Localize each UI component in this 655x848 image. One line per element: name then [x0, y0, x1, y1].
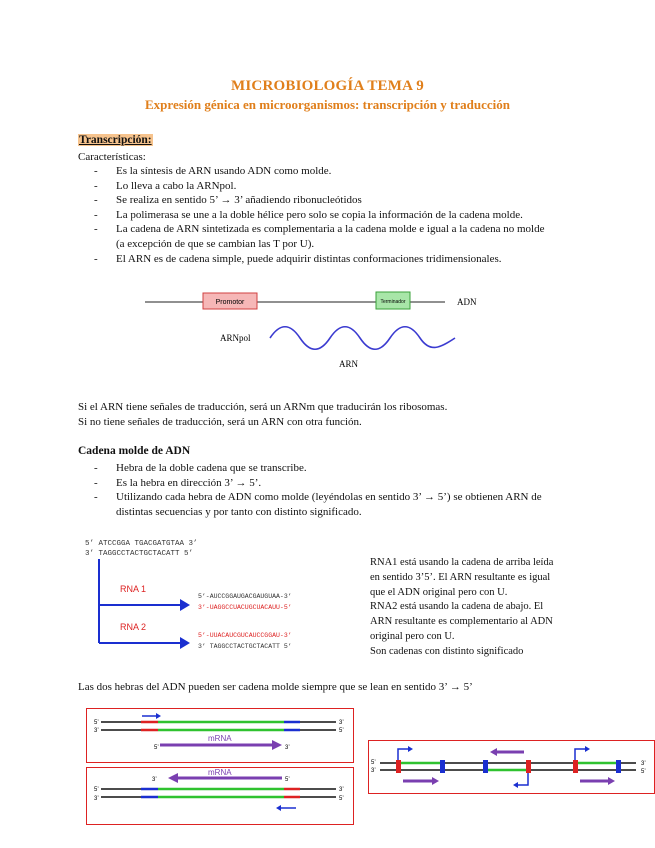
- dna-label: ADN: [457, 297, 477, 307]
- transcription-bullet-list: [92, 164, 592, 266]
- rna2-label: RNA 2: [120, 622, 147, 632]
- template-bullet-list: [92, 461, 602, 519]
- sequence-figure: [80, 535, 365, 665]
- promoter-label: Promotor: [215, 299, 245, 306]
- document-title: MICROBIOLOGÍA TEMA 9: [231, 78, 424, 94]
- d3-five-right: 5’: [641, 769, 646, 775]
- rna-wave: [270, 327, 455, 350]
- d3-five-left: 5’: [371, 760, 376, 766]
- strand-diagram-3: [368, 740, 655, 794]
- dna-top-sequence: 5’ ATCCGGA TGACGATGTAA 3’: [85, 540, 198, 548]
- template-bullet-2: - Es la hebra en dirección 3’ → 5’.: [92, 476, 602, 491]
- d1-mrna-label: mRNA: [208, 734, 232, 743]
- transcription-diagram: [140, 288, 500, 378]
- transcription-bullet-5: - La cadena de ARN sintetizada es complementaria a la cadena molde e igual a la cadena no molde: [92, 222, 592, 237]
- d3-term-2: [483, 760, 488, 773]
- transcription-bullet-2: - Lo lleva a cabo la ARNpol.: [92, 179, 592, 194]
- explanation-line-1: RNA1 está usando la cadena de arriba leída: [370, 557, 554, 568]
- translation-signal-para: Si el ARN tiene señales de traducción, será un ARNm que traducirán los ribosomas.: [78, 401, 448, 413]
- transcription-bullet-6: - El ARN es de cadena simple, puede adquirir distintas conformaciones tridimensionales.: [92, 252, 592, 267]
- transcription-heading: [78, 134, 153, 146]
- rna1-sequence-1: 5’-AUCCGGAUGACGAUGUAA-3’: [198, 593, 292, 600]
- d2-mrna-three: 3’: [152, 777, 157, 783]
- template-bullet-1: - Hebra de la doble cadena que se transcribe.: [92, 461, 602, 476]
- template-bullet-3-continuation: [92, 505, 602, 520]
- d1-five-right: 5’: [339, 728, 344, 734]
- d3-promoter-2: [526, 760, 531, 773]
- d2-mrna-label: mRNA: [208, 768, 232, 777]
- arn-label: ARN: [339, 359, 359, 369]
- template-strand-heading: Cadena molde de ADN: [78, 445, 191, 457]
- document-subtitle: Expresión génica en microorganismos: transcripción y traducción: [145, 97, 510, 112]
- strand-diagram-2: [86, 767, 354, 825]
- d1-three-left: 3’: [94, 728, 99, 734]
- template-bullet-3: - Utilizando cada hebra de ADN como molde (leyéndolas en sentido 3’ → 5’) se obtienen ARN de: [92, 490, 602, 505]
- d2-five-right: 5’: [339, 796, 344, 802]
- transcription-bullet-5-continuation: [92, 237, 592, 252]
- template-bullet-3-cont-text: distintas secuencias y por tanto con distinto significado.: [116, 505, 362, 518]
- d2-three-right: 3’: [339, 787, 344, 793]
- d2-three-left: 3’: [94, 796, 99, 802]
- d3-term-3: [616, 760, 621, 773]
- d3-promoter-3: [573, 760, 578, 773]
- rna2-sequence-2: 3’ TAGGCCTACTGCTACATT 5’: [198, 643, 292, 650]
- strand-diagram-1: [86, 708, 354, 763]
- explanation-line-2: en sentido 3’5’. El ARN resultante es igual: [370, 571, 551, 583]
- explanation-line-5: ARN resultante es complementario al ADN: [370, 616, 553, 628]
- characteristics-label: Características:: [78, 151, 146, 163]
- transcription-bullet-5-cont-text: (a excepción de que se cambian las T por U).: [116, 237, 315, 250]
- rna1-arrow-head: [180, 599, 190, 611]
- d1-mrna-three: 3’: [285, 745, 290, 751]
- arnpol-label: ARNpol: [220, 333, 251, 343]
- explanation-line-3: que el ADN original pero con U.: [370, 586, 508, 598]
- d1-three-right: 3’: [339, 720, 344, 726]
- terminator-label: Terminador: [380, 299, 406, 305]
- d2-mrna-five: 5’: [285, 777, 290, 783]
- d3-promoter-1: [396, 760, 401, 773]
- closing-sentence: Las dos hebras del ADN pueden ser cadena molde siempre que se lean en sentido 3’ → 5’: [78, 681, 473, 693]
- transcription-heading-text: Transcripción:: [79, 134, 152, 146]
- explanation-line-6: original pero con U.: [370, 630, 455, 642]
- rna1-label: RNA 1: [120, 584, 147, 594]
- no-translation-signal-para: Si no tiene señales de traducción, será un ARN con otra función.: [78, 416, 362, 428]
- d2-five-left: 5’: [94, 787, 99, 793]
- explanation-line-4: RNA2 está usando la cadena de abajo. El: [370, 601, 544, 613]
- transcription-bullet-1: - Es la síntesis de ARN usando ADN como molde.: [92, 164, 592, 179]
- d1-mrna-five: 5’: [154, 745, 159, 751]
- d3-term-1: [440, 760, 445, 773]
- explanation-line-7: Son cadenas con distinto significado: [370, 645, 524, 657]
- rna2-arrow-head: [180, 637, 190, 649]
- rna-explanation: [370, 556, 590, 660]
- transcription-bullet-3: - Se realiza en sentido 5’ → 3’ añadiendo ribonucleótidos: [92, 193, 592, 208]
- dna-bottom-sequence: 3’ TAGGCCTACTGCTACATT 5’: [85, 550, 194, 558]
- d3-three-right: 3’: [641, 761, 646, 767]
- rna2-sequence-1: 5’-UUACAUCGUCAUCCGGAU-3’: [198, 632, 292, 639]
- d3-three-left: 3’: [371, 768, 376, 774]
- rna1-sequence-2: 3’-UAGGCCUACUGCUACAUU-5’: [198, 604, 292, 611]
- d1-five-left: 5’: [94, 720, 99, 726]
- transcription-bullet-4: - La polimerasa se une a la doble hélice pero solo se copia la información de la cadena molde.: [92, 208, 592, 223]
